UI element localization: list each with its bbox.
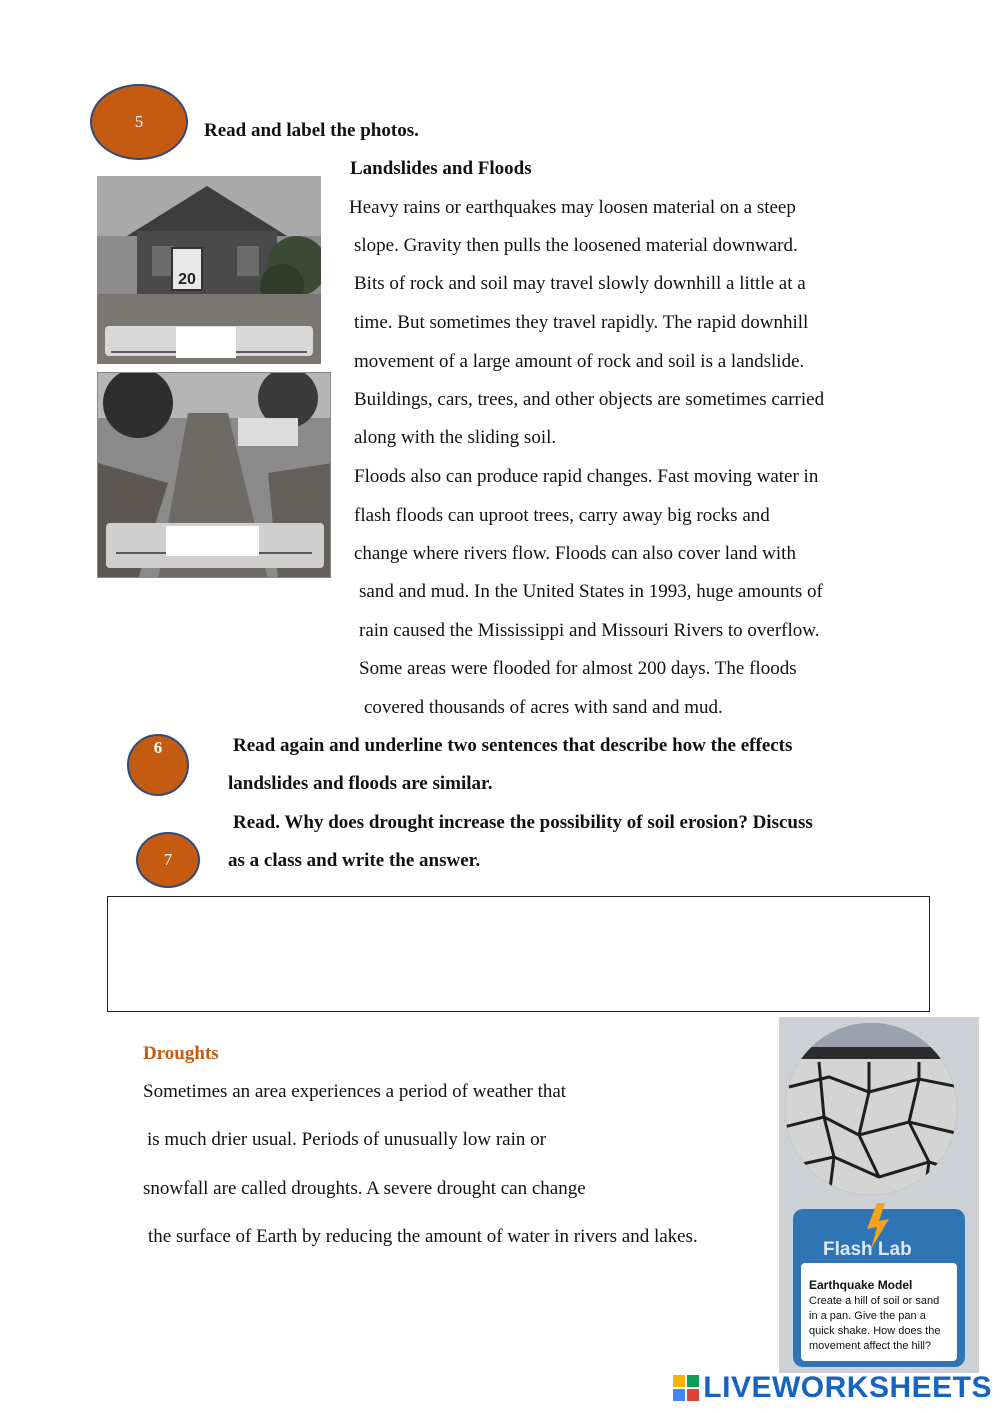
reading-line: sand and mud. In the United States in 1993, huge amounts of	[359, 581, 823, 602]
reading-line: Some areas were flooded for almost 200 days. The floods	[359, 658, 797, 679]
exercise-5-instruction: Read and label the photos.	[204, 120, 419, 141]
exercise-5-badge	[90, 84, 188, 160]
exercise-6-badge	[127, 734, 189, 796]
reading-line: Floods also can produce rapid changes. Fast moving water in	[354, 466, 819, 487]
droughts-title: Droughts	[143, 1043, 219, 1064]
exercise-7-line-1: Read. Why does drought increase the possibility of soil erosion? Discuss	[233, 812, 813, 833]
exercise-7-badge	[136, 832, 200, 888]
reading-line: Bits of rock and soil may travel slowly downhill a little at a	[354, 273, 806, 294]
flood-photo	[97, 176, 321, 364]
flash-lab-card-title: Earthquake Model	[809, 1278, 913, 1292]
exercise-6-line-2: landslides and floods are similar.	[228, 773, 493, 794]
exercise-7-number: 7	[163, 850, 173, 869]
reading-line: along with the sliding soil.	[354, 427, 557, 448]
droughts-line: is much drier usual. Periods of unusually low rain or	[147, 1129, 546, 1150]
reading-title: Landslides and Floods	[350, 158, 532, 179]
flash-lab-card-line: quick shake. How does the	[809, 1325, 941, 1337]
flash-lab-header: Flash Lab	[823, 1239, 912, 1260]
reading-line: slope. Gravity then pulls the loosened material downward.	[354, 235, 798, 256]
liveworksheets-logo[interactable]	[673, 1371, 992, 1405]
reading-line: covered thousands of acres with sand and mud.	[364, 697, 723, 718]
droughts-line: the surface of Earth by reducing the amount of water in rivers and lakes.	[148, 1226, 698, 1247]
landslide-photo-label-box[interactable]	[166, 526, 259, 556]
reading-line: Heavy rains or earthquakes may loosen material on a steep	[349, 197, 796, 218]
liveworksheets-logo-icon	[673, 1375, 699, 1401]
exercise-7-answer-box[interactable]	[107, 896, 930, 1012]
reading-line: time. But sometimes they travel rapidly. The rapid downhill	[354, 312, 809, 333]
speed-sign-text: 20	[178, 271, 196, 288]
droughts-line: snowfall are called droughts. A severe drought can change	[143, 1178, 586, 1199]
reading-line: Buildings, cars, trees, and other objects are sometimes carried	[354, 389, 825, 410]
exercise-6-number: 6	[153, 738, 163, 757]
exercise-6-line-1: Read again and underline two sentences that describe how the effects	[233, 735, 793, 756]
flash-lab-card-text	[809, 1294, 940, 1354]
flash-lab-card-line: in a pan. Give the pan a	[809, 1310, 926, 1322]
flash-lab-image	[779, 1017, 979, 1373]
flash-lab-card-line: movement affect the hill?	[809, 1340, 932, 1352]
exercise-5-number: 5	[134, 112, 144, 131]
droughts-line: Sometimes an area experiences a period of weather that	[143, 1081, 567, 1102]
reading-line: change where rivers flow. Floods can also cover land with	[354, 543, 796, 564]
reading-line: flash floods can uproot trees, carry away big rocks and	[354, 505, 770, 526]
reading-line: movement of a large amount of rock and soil is a landslide.	[354, 351, 805, 372]
exercise-7-line-2: as a class and write the answer.	[228, 850, 481, 871]
flood-photo-label-box[interactable]	[176, 327, 236, 358]
reading-line: rain caused the Mississippi and Missouri Rivers to overflow.	[359, 620, 820, 641]
flash-lab-card-line: Create a hill of soil or sand	[809, 1295, 940, 1307]
landslide-photo	[97, 372, 331, 578]
liveworksheets-logo-text: LIVEWORKSHEETS	[703, 1371, 992, 1404]
